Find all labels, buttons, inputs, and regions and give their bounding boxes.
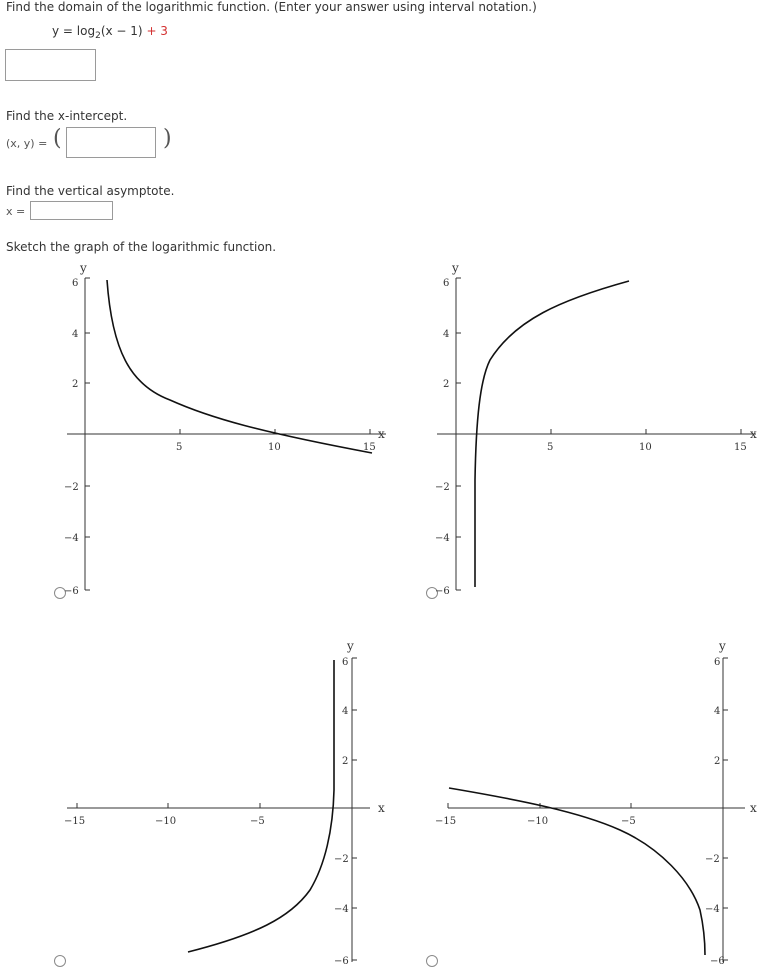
equation-lhs: y = log — [52, 24, 96, 38]
x-tick-label: −10 — [527, 816, 549, 827]
xint-prompt: Find the x-intercept. — [6, 109, 128, 123]
x-tick-label: −15 — [435, 816, 457, 827]
x-tick-label: 15 — [363, 442, 376, 453]
xint-close-paren: ) — [163, 126, 172, 151]
asymptote-prompt: Find the vertical asymptote. — [6, 184, 175, 198]
y-tick-label: 2 — [72, 379, 79, 390]
y-tick-label: 4 — [72, 329, 79, 340]
x-axis-label: x — [750, 801, 757, 815]
xint-open-paren: ( — [53, 126, 62, 151]
y-tick-label: 4 — [342, 706, 349, 717]
x-tick-label: −5 — [250, 816, 265, 827]
y-tick-label: −6 — [334, 956, 349, 967]
x-axis-label: x — [378, 801, 385, 815]
domain-answer-field[interactable] — [5, 49, 96, 81]
y-tick-label: −4 — [435, 533, 450, 544]
y-tick-label: −6 — [64, 586, 79, 597]
graph-d-curve — [449, 788, 705, 955]
x-tick-label: 5 — [176, 442, 183, 453]
x-tick-label: 5 — [547, 442, 554, 453]
x-tick-label: 15 — [734, 442, 747, 453]
y-tick-label: −2 — [334, 854, 349, 865]
y-tick-label: 4 — [443, 329, 450, 340]
y-tick-label: −2 — [705, 854, 720, 865]
x-tick-label: −10 — [155, 816, 177, 827]
graph-d — [390, 630, 781, 976]
y-tick-label: 2 — [714, 756, 721, 767]
y-tick-label: 6 — [72, 278, 79, 289]
y-tick-label: 6 — [443, 278, 450, 289]
asymptote-label: x = — [6, 205, 26, 218]
x-tick-label: 10 — [268, 442, 281, 453]
graph-a-curve — [107, 280, 372, 453]
x-tick-label: −15 — [64, 816, 86, 827]
equation-constant: + 3 — [146, 24, 168, 38]
y-tick-label: 6 — [714, 657, 721, 668]
x-tick-label: −5 — [621, 816, 636, 827]
domain-prompt: Find the domain of the logarithmic function. (Enter your answer using interval notation.) — [6, 0, 537, 14]
graph-a — [0, 255, 390, 605]
y-tick-label: 2 — [342, 756, 349, 767]
y-axis-label: y — [80, 261, 87, 275]
x-axis-label: x — [378, 427, 385, 441]
xint-answer-field[interactable] — [66, 127, 156, 158]
x-tick-label: 10 — [639, 442, 652, 453]
y-tick-label: 6 — [342, 657, 349, 668]
y-tick-label: −2 — [435, 482, 450, 493]
y-axis-label: y — [452, 261, 459, 275]
function-equation — [52, 24, 168, 41]
equation-base: 2 — [95, 31, 101, 41]
y-axis-label: y — [347, 639, 354, 653]
graph-c-curve — [188, 660, 334, 952]
y-tick-label: −6 — [710, 956, 725, 967]
graph-c — [0, 630, 390, 976]
asymptote-answer-field[interactable] — [30, 201, 113, 220]
y-axis-label: y — [719, 639, 726, 653]
y-tick-label: −4 — [64, 533, 79, 544]
equation-arg: (x − 1) — [100, 24, 143, 38]
graph-b — [390, 255, 781, 605]
x-axis-label: x — [750, 427, 757, 441]
y-tick-label: −4 — [705, 904, 720, 915]
y-tick-label: −2 — [64, 482, 79, 493]
y-tick-label: −6 — [435, 586, 450, 597]
y-tick-label: 4 — [714, 706, 721, 717]
y-tick-label: −4 — [334, 904, 349, 915]
sketch-prompt: Sketch the graph of the logarithmic function. — [6, 240, 277, 254]
xint-label: (x, y) = — [6, 137, 48, 150]
y-tick-label: 2 — [443, 379, 450, 390]
